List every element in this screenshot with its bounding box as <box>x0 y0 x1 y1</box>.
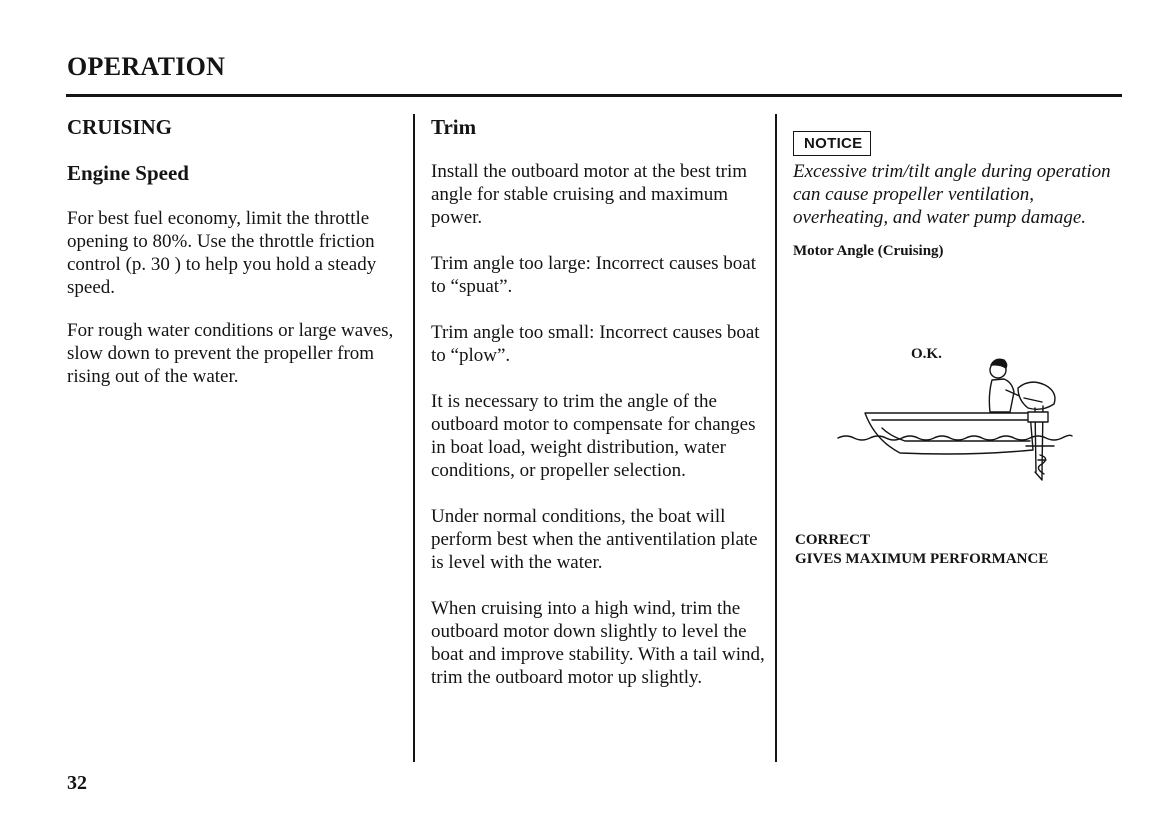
person-body <box>989 379 1014 412</box>
notice-text: Excessive trim/tilt angle during operation can cause propeller ventilation, overheating, and water pump damage. <box>793 161 1111 228</box>
paragraph: For rough water conditions or large waves, slow down to prevent the propeller from rising out of the water. <box>67 320 394 387</box>
trim-heading: Trim <box>431 115 477 139</box>
caption-correct: CORRECT <box>795 532 871 548</box>
paragraph: For best fuel economy, limit the throttle opening to 80%. Use the throttle friction control (p. 30 ) to help you hold a steady speed. <box>67 208 377 298</box>
engine-speed-heading: Engine Speed <box>67 161 189 185</box>
caption-performance: GIVES MAXIMUM PERFORMANCE <box>795 551 1049 567</box>
boat-motor-illustration <box>830 340 1080 490</box>
header-rule <box>66 94 1122 97</box>
paragraph: Trim angle too small: Incorrect causes boat to “plow”. <box>431 322 760 366</box>
motor-cowling <box>1018 382 1055 409</box>
paragraph: Install the outboard motor at the best trim angle for stable cruising and maximum power. <box>431 161 748 228</box>
column-divider-right <box>775 114 777 762</box>
ok-label: O.K. <box>911 346 942 362</box>
column-divider-left <box>413 114 415 762</box>
figure-caption <box>795 531 1048 569</box>
boat-hull <box>865 413 1033 454</box>
paragraph: Trim angle too large: Incorrect causes boat to “spuat”. <box>431 253 757 297</box>
notice-badge: NOTICE <box>793 131 871 156</box>
paragraph: It is necessary to trim the angle of the outboard motor to compensate for changes in boat load, weight distribution, water conditions, or propeller selection. <box>431 391 756 481</box>
page-number: 32 <box>67 772 87 794</box>
cruising-heading: CRUISING <box>67 115 173 139</box>
column-notice <box>793 113 1123 261</box>
column-cruising <box>67 113 407 388</box>
motor-bracket <box>1028 412 1048 422</box>
section-title: OPERATION <box>67 52 226 81</box>
column-trim <box>431 113 766 689</box>
paragraph: Under normal conditions, the boat will perform best when the antiventilation plate is level with the water. <box>431 506 758 573</box>
figure-title: Motor Angle (Cruising) <box>793 243 944 259</box>
skeg <box>1035 472 1042 480</box>
paragraph: When cruising into a high wind, trim the outboard motor down slightly to level the boat and improve stability. With a tail wind, trim the outboard motor up slightly. <box>431 598 765 688</box>
